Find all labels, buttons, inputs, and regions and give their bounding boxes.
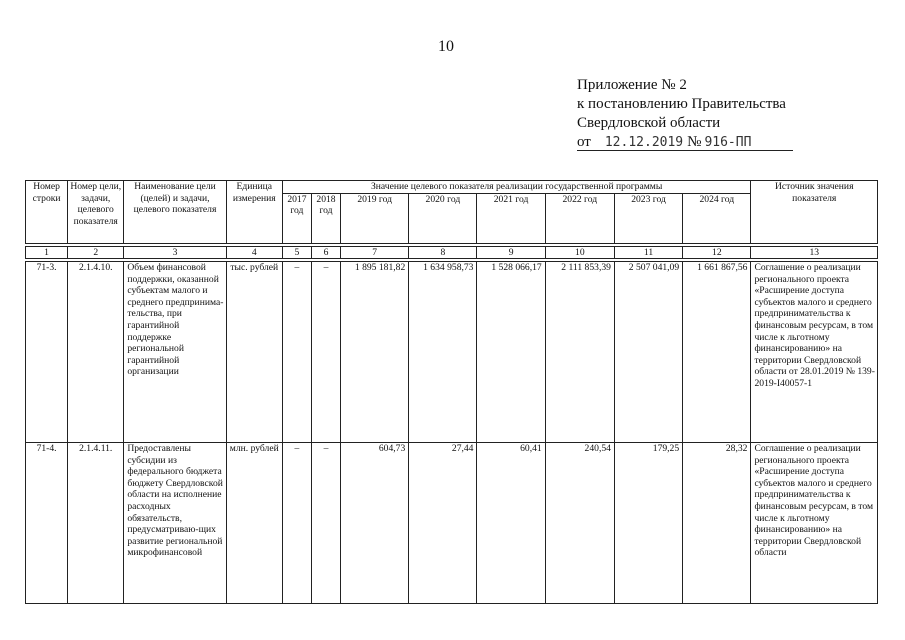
value-2023: 179,25 — [614, 443, 682, 604]
header-year-2021: 2021 год — [477, 193, 545, 243]
value-2020: 27,44 — [409, 443, 477, 604]
col-number: 12 — [683, 247, 751, 259]
appendix-line-3: Свердловской области — [577, 115, 721, 131]
row-number: 71-4. — [26, 443, 68, 604]
header-row-number: Номер строки — [26, 181, 68, 244]
value-2023: 2 507 041,09 — [614, 262, 682, 443]
col-number: 3 — [124, 247, 226, 259]
col-number: 7 — [341, 247, 409, 259]
col-number: 13 — [751, 247, 878, 259]
col-number: 2 — [68, 247, 124, 259]
source-cell: Соглашение о реализации регионального проекта «Расширение доступа субъектов малого и среднего предпринимательства к финансовым ресурсам, в том числе к льготному финансированию» на территории Свердловской области от 28.01.2019 № 139-2019-I40057-1 — [751, 262, 878, 443]
header-year-2020: 2020 год — [409, 193, 477, 243]
header-unit: Единица измерения — [226, 181, 282, 244]
header-year-2022: 2022 год — [545, 193, 614, 243]
value-2017: – — [282, 443, 311, 604]
value-2017: – — [282, 262, 311, 443]
from-label: от — [577, 134, 591, 150]
col-number: 8 — [409, 247, 477, 259]
header-code: Номер цели, задачи, целевого показателя — [68, 181, 124, 244]
col-number: 10 — [545, 247, 614, 259]
appendix-title: Приложение № 2 — [577, 77, 687, 93]
column-numbers-row — [26, 247, 878, 259]
indicators-table — [25, 180, 878, 604]
col-number: 1 — [26, 247, 68, 259]
value-2020: 1 634 958,73 — [409, 262, 477, 443]
indicator-code: 2.1.4.11. — [68, 443, 124, 604]
header-year-2019: 2019 год — [341, 193, 409, 243]
col-number: 6 — [311, 247, 340, 259]
value-2021: 60,41 — [477, 443, 545, 604]
table-row — [26, 443, 878, 604]
decree-date: 12.12.2019 — [604, 135, 684, 150]
unit-cell: тыс. рублей — [226, 262, 282, 443]
header-values-group: Значение целевого показателя реализации государственной программы — [282, 181, 751, 194]
source-cell — [751, 443, 878, 604]
header-year-2017: 2017 год — [282, 193, 311, 243]
unit-cell: млн. рублей — [226, 443, 282, 604]
header-name: Наименование цели (целей) и задачи, целевого показателя — [124, 181, 226, 244]
page-number: 10 — [438, 38, 454, 55]
col-number: 4 — [226, 247, 282, 259]
col-number: 5 — [282, 247, 311, 259]
value-2019: 604,73 — [341, 443, 409, 604]
col-number: 9 — [477, 247, 545, 259]
header-year-2024: 2024 год — [683, 193, 751, 243]
header-year-2023: 2023 год — [614, 193, 682, 243]
value-2018: – — [311, 443, 340, 604]
number-label: № — [687, 134, 702, 150]
header-source: Источник значения показателя — [751, 181, 878, 244]
value-2018: – — [311, 262, 340, 443]
row-number: 71-3. — [26, 262, 68, 443]
indicator-name-text: Предоставлены субсидии из федерального бюджета бюджету Свердловской области на исполнение расходных обязательств, предусматриваю-щих развитие региональной микрофинансовой — [127, 443, 223, 559]
value-2024: 28,32 — [683, 443, 751, 604]
source-text: Соглашение о реализации регионального проекта «Расширение доступа субъектов малого и среднего предпринимательства к финансовым ресурсам, в том числе к льготному финансированию» на территории Свердловской области — [754, 443, 874, 559]
value-2022: 240,54 — [545, 443, 614, 604]
table-row — [26, 262, 878, 443]
value-2019: 1 895 181,82 — [341, 262, 409, 443]
col-number: 11 — [614, 247, 682, 259]
indicator-code: 2.1.4.10. — [68, 262, 124, 443]
header-row-1 — [26, 181, 878, 194]
indicator-name — [124, 443, 226, 604]
value-2022: 2 111 853,39 — [545, 262, 614, 443]
indicator-name: Объем финансовой поддержки, оказанной субъектам малого и среднего предпринима-тельства, при гарантийной поддержке региональной гарантийной организации — [124, 262, 226, 443]
appendix-block — [577, 76, 793, 152]
decree-number: 916-ПП — [704, 135, 752, 150]
value-2021: 1 528 066,17 — [477, 262, 545, 443]
appendix-line-2: к постановлению Правительства — [577, 96, 786, 112]
header-year-2018: 2018 год — [311, 193, 340, 243]
appendix-date-line — [577, 133, 793, 152]
value-2024: 1 661 867,56 — [683, 262, 751, 443]
